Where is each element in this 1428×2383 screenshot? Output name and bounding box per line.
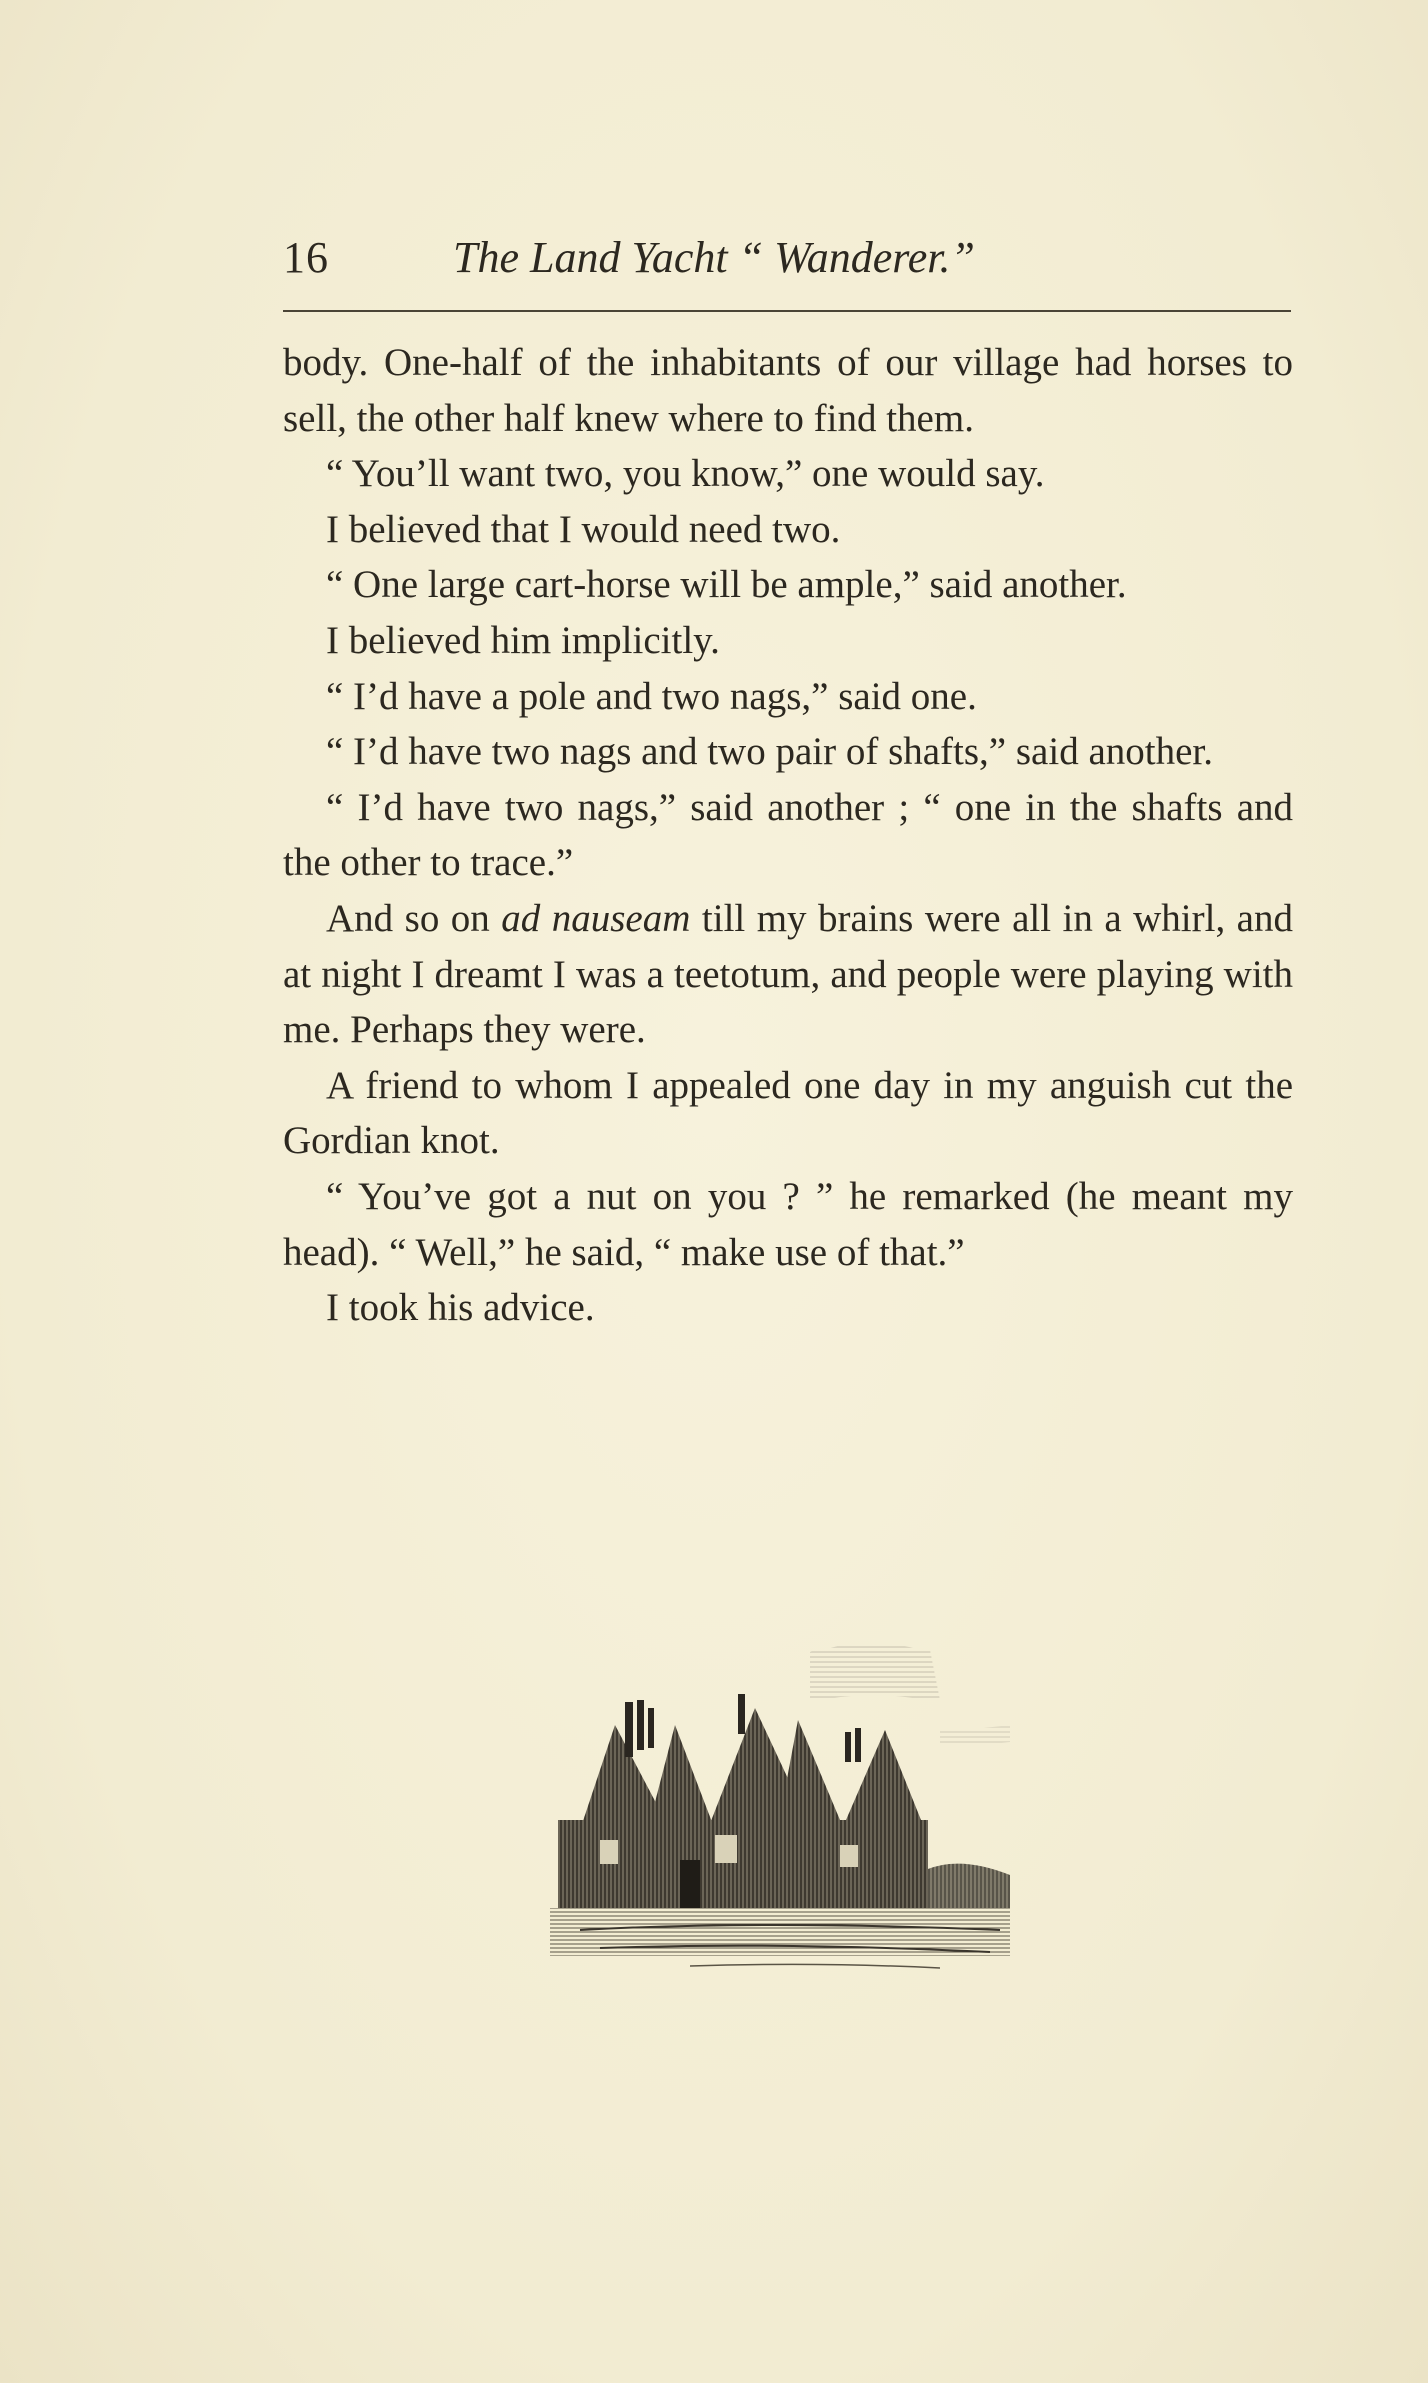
page-number: 16	[283, 233, 329, 282]
engraved-house-vignette-icon	[540, 1630, 1020, 1980]
paragraph-9-after: till my brains were all in a whirl, and at night I dreamt I was a teetotum, and people were playing with me. Perhaps they were.	[283, 896, 1293, 1052]
italic-phrase: ad nauseam	[501, 896, 691, 940]
body-text	[283, 335, 1293, 1336]
paragraph-10: A friend to whom I appealed one day in my anguish cut the Gordian knot.	[283, 1063, 1293, 1163]
running-title: The Land Yacht “ Wanderer.”	[453, 233, 976, 282]
paragraph-9	[283, 891, 1293, 1058]
paragraph-2: “ You’ll want two, you know,” one would say.	[326, 452, 1045, 496]
paragraph-1: body. One-half of the inhabitants of our village had horses to sell, the other half knew where to find them.	[283, 341, 1293, 440]
paragraph-11: “ You’ve got a nut on you ? ” he remarked (he meant my head). “ Well,” he said, “ make use of that.”	[283, 1174, 1293, 1274]
paragraph-12: I took his advice.	[326, 1286, 595, 1330]
paragraph-8: “ I’d have two nags,” said another ; “ one in the shafts and the other to trace.”	[283, 785, 1293, 885]
running-header	[283, 222, 1293, 292]
paragraph-3: I believed that I would need two.	[326, 507, 841, 551]
paragraph-7: “ I’d have two nags and two pair of shafts,” said another.	[326, 730, 1213, 774]
paragraph-9-before: And so on	[326, 896, 502, 940]
paragraph-4: “ One large cart-horse will be ample,” said another.	[326, 563, 1127, 607]
paragraph-5: I believed him implicitly.	[326, 618, 720, 662]
header-rule	[283, 310, 1291, 312]
paragraph-6: “ I’d have a pole and two nags,” said one.	[326, 674, 977, 718]
